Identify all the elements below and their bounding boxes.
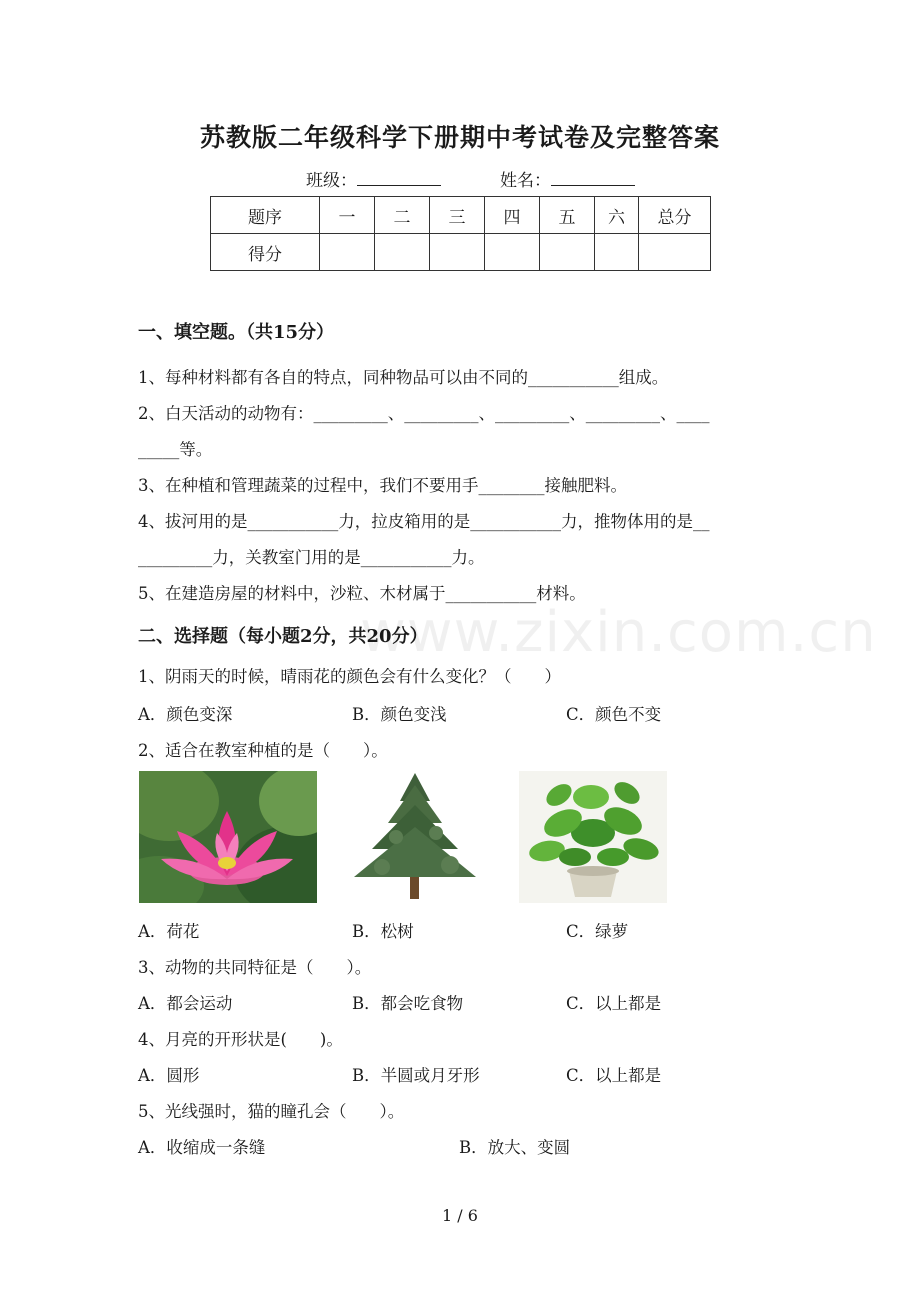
score-cell xyxy=(485,234,540,271)
section2-heading: 二、选择题（每小题2分，共20分） xyxy=(138,626,428,647)
choice-option: B．半圆或月牙形 xyxy=(352,1066,480,1085)
choice-question: 4、月亮的开形状是( )。 xyxy=(138,1030,343,1049)
choice-option: C．以上都是 xyxy=(566,994,662,1013)
choice-option: C．以上都是 xyxy=(566,1066,662,1085)
choice-option: B．松树 xyxy=(352,922,414,941)
choice-question: 1、阴雨天的时候，晴雨花的颜色会有什么变化？（ ） xyxy=(138,667,561,686)
class-label: 班级： xyxy=(306,171,357,191)
lotus-image xyxy=(139,771,317,903)
choice-option: B．都会吃食物 xyxy=(352,994,464,1013)
choice-question: 3、动物的共同特征是（ ）。 xyxy=(138,958,372,977)
score-header-cell: 六 xyxy=(595,197,639,234)
fill-question-line: _____等。 xyxy=(138,440,213,459)
score-header-cell: 二 xyxy=(375,197,430,234)
score-header-cell: 三 xyxy=(430,197,485,234)
score-cell xyxy=(430,234,485,271)
choice-option: A．都会运动 xyxy=(138,994,233,1013)
pine-tree-image xyxy=(346,771,484,903)
score-cell xyxy=(595,234,639,271)
choice-option: A．荷花 xyxy=(138,922,200,941)
score-table-header-row xyxy=(211,197,711,234)
choice-option: A．颜色变深 xyxy=(138,705,233,724)
class-blank xyxy=(357,169,441,186)
watermark: www.zixin.com.cn xyxy=(360,600,877,665)
choice-option: B．颜色变浅 xyxy=(352,705,447,724)
score-row-label: 得分 xyxy=(211,234,320,271)
score-header-cell: 题序 xyxy=(211,197,320,234)
score-table xyxy=(210,196,711,271)
fill-question-line: 3、在种植和管理蔬菜的过程中，我们不要用手________接触肥料。 xyxy=(138,476,627,495)
choice-option: C．颜色不变 xyxy=(566,705,662,724)
name-label: 姓名： xyxy=(500,171,551,191)
pothos-image xyxy=(519,771,667,903)
choice-option: B．放大、变圆 xyxy=(459,1138,571,1157)
fill-question-line: 5、在建造房屋的材料中，沙粒、木材属于___________材料。 xyxy=(138,584,586,603)
choice-option: A．圆形 xyxy=(138,1066,200,1085)
class-field xyxy=(306,166,441,191)
score-header-cell: 四 xyxy=(485,197,540,234)
score-header-cell: 五 xyxy=(540,197,595,234)
fill-question-line: 4、拔河用的是___________力，拉皮箱用的是___________力，推物体用的是__ xyxy=(138,512,710,531)
score-cell xyxy=(320,234,375,271)
section1-heading: 一、填空题。（共15分） xyxy=(138,322,335,343)
fill-question-line: 1、每种材料都有各自的特点，同种物品可以由不同的___________组成。 xyxy=(138,368,669,387)
choice-question: 2、适合在教室种植的是（ ）。 xyxy=(138,741,388,760)
choice-option: C．绿萝 xyxy=(566,922,629,941)
score-header-cell: 总分 xyxy=(639,197,711,234)
name-blank xyxy=(551,169,635,186)
name-field xyxy=(500,166,635,191)
fill-question-line: _________力，关教室门用的是___________力。 xyxy=(138,548,485,567)
choice-option: A．收缩成一条缝 xyxy=(138,1138,266,1157)
score-table-row xyxy=(211,234,711,271)
fill-question-line: 2、白天活动的动物有：_________、_________、_________、_________、____ xyxy=(138,404,710,423)
score-cell xyxy=(540,234,595,271)
page-title: 苏教版二年级科学下册期中考试卷及完整答案 xyxy=(199,123,720,152)
score-cell xyxy=(375,234,430,271)
score-cell xyxy=(639,234,711,271)
score-header-cell: 一 xyxy=(320,197,375,234)
page-number: 1 / 6 xyxy=(442,1206,478,1225)
choice-question: 5、光线强时，猫的瞳孔会（ ）。 xyxy=(138,1102,405,1121)
